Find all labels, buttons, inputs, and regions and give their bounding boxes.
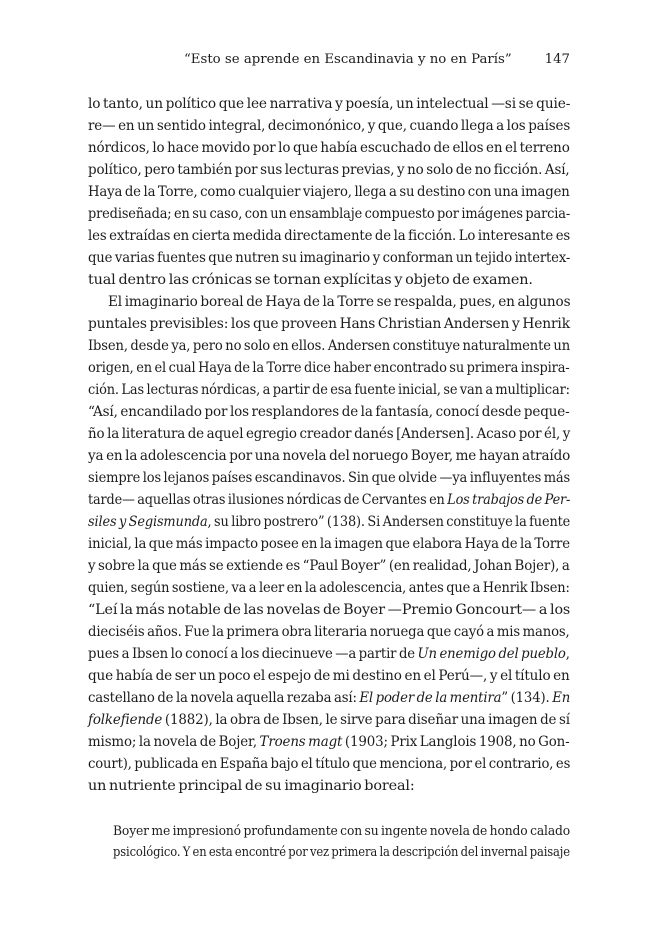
page-header (88, 52, 570, 72)
block-quote-line: psicológico. Y en esta encontré por vez primera la descripción del invernal paisaje (113, 845, 570, 860)
body-line: origen, en el cual Haya de la Torre dice haber encontrado su primera inspira- (88, 360, 570, 376)
book-title: El poder de la mentira (359, 690, 502, 706)
body-line: les extraídas en cierta medida directamente de la ficción. Lo interesante es (88, 228, 571, 244)
body-line (88, 489, 571, 511)
body-text: , su libro postrero” (138). Si Andersen constituye la fuente (207, 514, 571, 530)
body-line: court), publicada en España bajo el título que menciona, por el contrario, es (88, 756, 571, 772)
body-line: El imaginario boreal de Haya de la Torre se respalda, pues, en algunos (108, 294, 571, 310)
body-line: que varias fuentes que nutren su imaginario y conforman un tejido intertex- (88, 250, 571, 266)
book-title: Troens magt (259, 734, 343, 750)
body-line: un nutriente principal de su imaginario boreal: (88, 778, 415, 794)
body-text: castellano de la novela aquella rezaba así: (88, 690, 360, 706)
body-line: que había de ser un poco el espejo de mi destino en el Perú—, y el título en (88, 668, 570, 684)
body-line: lo tanto, un político que lee narrativa y poesía, un intelectual —si se quie- (88, 96, 571, 112)
body-line: Haya de la Torre, como cualquier viajero, llega a su destino con una imagen (88, 184, 570, 200)
body-line: quien, según sostiene, va a leer en la adolescencia, antes que a Henrik Ibsen: (88, 580, 570, 596)
block-quote-line: Boyer me impresionó profundamente con su ingente novela de hondo calado (113, 824, 571, 839)
body-line: ción. Las lecturas nórdicas, a partir de esa fuente inicial, se van a multiplicar: (88, 382, 570, 398)
body-text: mismo; la novela de Bojer, (88, 734, 260, 750)
body-text: (1903; Prix Langlois 1908, no Gon- (342, 734, 570, 750)
body-line (88, 511, 571, 533)
body-line: dieciséis años. Fue la primera obra literaria noruega que cayó a mis manos, (88, 624, 570, 640)
body-text: pues a Ibsen lo conocí a los diecinueve —a partir de (88, 646, 418, 662)
body-line: inicial, la que más impacto posee en la imagen que elabora Haya de la Torre (88, 536, 570, 552)
book-title: siles y Segismunda (88, 514, 208, 530)
body-line (88, 687, 571, 709)
body-line: político, pero también por sus lecturas previas, y no solo de no ficción. Así, (88, 162, 570, 178)
body-text: (1882), la obra de Ibsen, le sirve para diseñar una imagen de sí (162, 712, 570, 728)
body-line: siempre los lejanos países escandinavos. Sin que olvide —ya influyentes más (88, 470, 571, 486)
body-line: tual dentro las crónicas se tornan explícitas y objeto de examen. (88, 272, 533, 288)
body-line (88, 643, 570, 665)
body-line: Ibsen, desde ya, pero no solo en ellos. Andersen constituye naturalmente un (88, 338, 571, 354)
page-number: 147 (544, 52, 570, 67)
book-title: En (552, 690, 571, 706)
book-title: folkefiende (88, 712, 163, 728)
body-text: tarde— aquellas otras ilusiones nórdicas de Cervantes en (88, 492, 448, 508)
body-line: prediseñada; en su caso, con un ensamblaje compuesto por imágenes parcia- (88, 206, 571, 222)
body-line: y sobre la que más se extiende es “Paul Boyer” (en realidad, Johan Bojer), a (88, 558, 570, 574)
body-line: ya en la adolescencia por una novela del noruego Boyer, me hayan atraído (88, 448, 571, 464)
body-line (88, 709, 570, 731)
body-line: nórdicos, lo hace movido por lo que había escuchado de ellos en el terreno (88, 140, 570, 156)
body-line: “Así, encandilado por los resplandores de la fantasía, conocí desde peque- (88, 404, 570, 420)
book-title: Los trabajos de Per- (447, 492, 571, 508)
body-text: , (565, 646, 570, 662)
body-line: “Leí la más notable de las novelas de Boyer —Premio Goncourt— a los (88, 602, 571, 618)
body-line: re— en un sentido integral, decimonónico, y que, cuando llega a los países (88, 118, 571, 134)
body-line (88, 731, 570, 753)
body-text: ” (134). (501, 690, 553, 706)
book-title: Un enemigo del pueblo (417, 646, 566, 662)
body-line: ño la literatura de aquel egregio creador danés [Andersen]. Acaso por él, y (88, 426, 571, 442)
body-line: puntales previsibles: los que proveen Hans Christian Andersen y Henrik (88, 316, 570, 332)
running-title: “Esto se aprende en Escandinavia y no en París” (184, 52, 512, 67)
